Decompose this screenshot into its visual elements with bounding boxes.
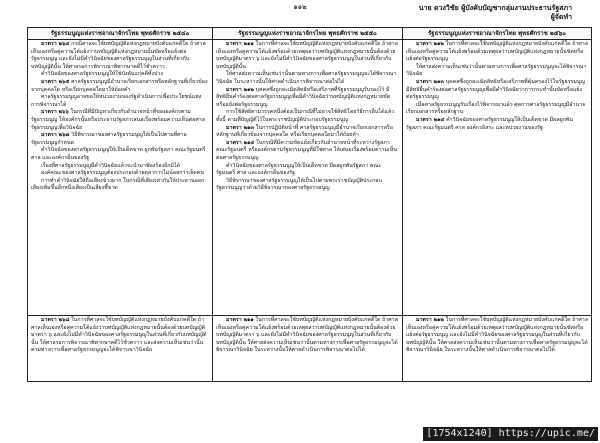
section-number: มาตรา ๒๖๖: [41, 109, 69, 116]
paragraph: [406, 117, 588, 132]
author-block: [419, 4, 572, 22]
section-number: มาตรา ๒๖๘: [41, 317, 70, 323]
section-number: มาตรา ๒๑๓: [416, 78, 445, 85]
paragraph: คำวินิจฉัยของศาลรัฐธรรมนูญให้เป็นเด็ดขาด ผูกพันรัฐสภา คณะรัฐมนตรี ศาล และองค์กรอื่นของรัฐ: [31, 147, 206, 161]
paragraph-text: ศาลรัฐธรรมนูญมีอำนาจเรียกเอกสารหรือหลักฐานที่เกี่ยวข้องจากบุคคลใด หรือเรียกบุคคลใดมาให้ถ้อยคำ: [31, 78, 208, 93]
column-header-2540: รัฐธรรมนูญแห่งราชอาณาจักรไทย พุทธศักราช ๒๕๔๐: [28, 28, 213, 40]
cell-2550-bottom: [213, 316, 403, 382]
paragraph: [31, 317, 209, 355]
paragraph: ศาลรัฐธรรมนูญอาจขอให้หน่วยงานของรัฐดำเนินการเพื่อประโยชน์แห่งการพิจารณาได้: [31, 94, 202, 108]
cell-2560-bottom: [403, 316, 592, 382]
paragraph: องค์คณะของศาลรัฐธรรมนูญต้องประกอบด้วยตุลาการไม่น้อยกว่าเจ็ดคน: [41, 170, 204, 177]
table-header-row: [28, 28, 592, 40]
section-number: มาตรา ๒๑๓: [226, 124, 255, 131]
cell-2540-bottom: [28, 316, 213, 382]
cell-2540: [28, 40, 213, 316]
paragraph: คำวินิจฉัยของศาลรัฐธรรมนูญให้ใช้บังคับแก่คดีทั้งปวง: [41, 71, 163, 78]
paragraph-text: ในการปฏิบัติหน้าที่ ศาลรัฐธรรมนูญมีอำนาจเรียกเอกสารหรือหลักฐานที่เกี่ยวข้องจากบุคคลใด หรือเรียกบุคคลใดมาให้ถ้อยคำ: [216, 124, 393, 139]
table-row: [28, 40, 592, 316]
section-number: มาตรา ๒๑๒: [416, 41, 444, 47]
section-number: มาตรา ๒๑๔: [226, 139, 255, 146]
paragraph: [31, 41, 209, 71]
paragraph: [31, 109, 209, 132]
paragraph: คำวินิจฉัยของศาลรัฐธรรมนูญให้เป็นเด็ดขาด มีผลผูกพันรัฐสภา คณะรัฐมนตรี ศาล และองค์กรอื่นของรัฐ: [216, 162, 382, 177]
section-number: มาตรา ๒๑๒: [416, 317, 444, 323]
paragraph-text: คำวินิจฉัยของศาลรัฐธรรมนูญให้เป็นเด็ดขาด มีผลผูกพันรัฐสภา คณะรัฐมนตรี ศาล องค์กรอิสระ และหน่วยงานของรัฐ: [406, 116, 573, 131]
paragraph: วิธีพิจารณาของศาลรัฐธรรมนูญให้เป็นไปตามพระราชบัญญัติประกอบรัฐธรรมนูญว่าด้วยวิธีพิจารณาของศาลรัฐธรรมนูญ: [216, 177, 382, 192]
column-header-2550: รัฐธรรมนูญแห่งราชอาณาจักรไทย พุทธศักราช ๒๕๕๐: [213, 28, 403, 40]
cell-2560: [403, 40, 592, 316]
cell-2550: [213, 40, 403, 316]
section-number: มาตรา ๒๑๔: [416, 116, 445, 123]
paragraph: ให้ศาลส่งความเห็นเช่นว่านั้นตามทางการเพื่อศาลรัฐธรรมนูญจะได้พิจารณาวินิจฉัย ในระหว่างนั้นให้ศาลดำเนินการพิจารณาต่อไปได้: [216, 71, 397, 85]
paragraph: [216, 317, 399, 355]
paragraph: [216, 41, 399, 71]
table-row: [28, 316, 592, 382]
paragraph-text: บุคคลซึ่งถูกละเมิดสิทธิหรือเสรีภาพที่รัฐธรรมนูญรับรองไว้ มีสิทธิยื่นคำร้องต่อศาลรัฐธรรมนูญเพื่อมีคำวินิจฉัยว่าบทบัญญัติแห่งกฎหมายขัดหรือแย้งต่อรัฐธรรมนูญ: [216, 86, 391, 108]
paragraph-text: ในการที่ศาลจะใช้บทบัญญัติแห่งกฎหมายบังคับแก่คดีใด ถ้าศาลเห็นเองหรือคู่ความโต้แย้งพร้อมด้วยเหตุผลว่าบทบัญญัติแห่งกฎหมายนั้นต้องด้วยบทบัญญัติมาตรา ๖ และยังไม่มีคำวินิจฉัยของศาลรัฐธรรมนูญในส่วนที่เกี่ยวกับบทบัญญัตินั้น ให้ศาลส่งความเห็นเช่นว่านั้นตามทางการเพื่อศาลรัฐธรรมนูญจะได้พิจารณาวินิจฉัย ในระหว่างนั้นให้ศาลดำเนินการพิจารณาต่อไปได้: [216, 317, 398, 354]
paragraph: [406, 317, 588, 355]
paragraph: การใช้สิทธิตามวรรคหนึ่งต้องเป็นกรณีที่ไม่อาจใช้สิทธิโดยวิธีการอื่นได้แล้ว ทั้งนี้ ตามที่บัญญัติไว้ในพระราชบัญญัติประกอบรัฐธรรมนูญ: [216, 109, 395, 123]
section-number: มาตรา ๒๑๑: [226, 317, 254, 323]
paragraph: [216, 87, 399, 110]
paragraph: [31, 132, 209, 147]
paragraph-text: ในการที่ศาลจะใช้บทบัญญัติแห่งกฎหมายบังคับแก่คดีใด ถ้าศาลเห็นเองหรือคู่ความโต้แย้งว่าบทบัญญัติแห่งกฎหมายนั้นต้องด้วยบทบัญญัติมาตรา ๖ และยังไม่มีคำวินิจฉัยของศาลรัฐธรรมนูญในส่วนที่เกี่ยวกับบทบัญญัตินั้น ให้ศาลรอการพิจารณาพิพากษาคดีไว้ชั่วคราว และส่งความเห็นเช่นว่านั้นตามทางการเพื่อศาลรัฐธรรมนูญจะได้พิจารณาวินิจฉัย: [31, 317, 207, 354]
paragraph: [216, 140, 399, 163]
paragraph: การทำคำวินิจฉัยให้ถือเสียงข้างมาก ในกรณีที่เสียงเท่ากันให้ประธานออกเสียงเพิ่มขึ้นอีกหนึ่งเสียงเป็นเสียงชี้ขาด: [31, 177, 205, 192]
section-number: มาตรา ๒๑๒: [226, 86, 254, 93]
author-name: นาย ดวงวิชัย ผู้บังคับบัญชากลุ่มงานประธานรัฐสภา: [418, 4, 572, 12]
paragraph: ให้ศาลส่งความเห็นเช่นว่านั้นตามทางการเพื่อศาลรัฐธรรมนูญจะได้พิจารณาวินิจฉัย: [406, 63, 587, 78]
paragraph-text: ในการที่ศาลจะใช้บทบัญญัติแห่งกฎหมายบังคับแก่คดีใด ถ้าศาลเห็นเองหรือคู่ความโต้แย้งพร้อมด้วยเหตุผลว่าบทบัญญัติแห่งกฎหมายนั้นขัดหรือแย้งต่อรัฐธรรมนูญ และยังไม่มีคำวินิจฉัยของศาลรัฐธรรมนูญในส่วนที่เกี่ยวกับบทบัญญัตินั้น ให้ศาลส่งความเห็นเช่นว่านั้นตามทางการเพื่อศาลรัฐธรรมนูญจะได้พิจารณาวินิจฉัย ในระหว่างนั้นให้ศาลดำเนินการพิจารณาต่อไปได้: [406, 317, 588, 354]
comparison-table: [27, 27, 592, 382]
section-number: มาตรา ๒๖๔: [41, 41, 70, 47]
column-header-2560: รัฐธรรมนูญแห่งราชอาณาจักรไทย พุทธศักราช ๒๕๖๐: [403, 28, 592, 40]
paragraph: [406, 79, 588, 102]
paragraph: เรื่องที่ศาลรัฐธรรมนูญมีคำวินิจฉัยแล้วจะนำมาฟ้องร้องอีกมิได้: [41, 162, 180, 169]
author-role: ผู้จัดทำ: [550, 13, 572, 21]
paragraph: [31, 79, 209, 94]
section-number: มาตรา ๒๑๑: [226, 41, 254, 47]
paragraph-text: ในการที่ศาลจะใช้บทบัญญัติแห่งกฎหมายบังคับแก่คดีใด ถ้าศาลเห็นเองหรือคู่ความโต้แย้งพร้อมด้วยเหตุผลว่าบทบัญญัติแห่งกฎหมายนั้นขัดหรือแย้งต่อรัฐธรรมนูญ: [406, 41, 588, 63]
paragraph-text: กรณีศาลจะใช้บทบัญญัติแห่งกฎหมายบังคับแก่คดีใด ถ้าศาลเห็นเองหรือคู่ความโต้แย้งว่าบทบัญญัติแห่งกฎหมายนั้นขัดหรือแย้งต่อรัฐธรรมนูญ และยังไม่มีคำวินิจฉัยของศาลรัฐธรรมนูญในส่วนที่เกี่ยวกับบทบัญญัตินั้น ให้ศาลรอการพิจารณาพิพากษาคดีไว้ชั่วคราว: [31, 41, 206, 70]
paragraph-text: ในกรณีที่มีความขัดแย้งเกี่ยวกับอำนาจหน้าที่ระหว่างรัฐสภา คณะรัฐมนตรี หรือองค์กรตามรัฐธรรมนูญที่มิใช่ศาล ให้เสนอเรื่องพร้อมความเห็นต่อศาลรัฐธรรมนูญ: [216, 139, 397, 161]
paragraph-text: วิธีพิจารณาของศาลรัฐธรรมนูญให้เป็นไปตามที่ศาลรัฐธรรมนูญกำหนด: [31, 132, 187, 146]
paragraph-text: ในการที่ศาลจะใช้บทบัญญัติแห่งกฎหมายบังคับแก่คดีใด ถ้าศาลเห็นเองหรือคู่ความโต้แย้งพร้อมด้วยเหตุผลว่าบทบัญญัติแห่งกฎหมายนั้นต้องด้วยบทบัญญัติมาตรา ๖ และยังไม่มีคำวินิจฉัยของศาลรัฐธรรมนูญในส่วนที่เกี่ยวกับบทบัญญัตินั้น: [216, 41, 398, 70]
paragraph: [406, 41, 588, 64]
paragraph-text: ในกรณีที่มีปัญหาเกี่ยวกับอำนาจหน้าที่ขององค์กรตามรัฐธรรมนูญ ให้องค์กรนั้นหรือประธานรัฐสภาเสนอเรื่องพร้อมความเห็นต่อศาลรัฐธรรมนูญเพื่อวินิจฉัย: [31, 109, 205, 131]
page-number: ๑๑๒: [293, 3, 307, 11]
paragraph-text: บุคคลซึ่งถูกละเมิดสิทธิหรือเสรีภาพที่คุ้มครองไว้ในรัฐธรรมนูญ มีสิทธิยื่นคำร้องต่อศาลรัฐธรรมนูญเพื่อมีคำวินิจฉัยว่าการกระทำนั้นขัดหรือแย้งต่อรัฐธรรมนูญ: [406, 78, 586, 101]
source-watermark: [1754x1240] https://upic.me/: [423, 427, 598, 441]
paragraph: [216, 125, 399, 140]
paragraph: เมื่อศาลรัฐธรรมนูญรับเรื่องไว้พิจารณาแล้ว ศุลการศาลรัฐธรรมนูญมีอำนาจเรียกเอกสารหรือหลักฐาน: [406, 101, 586, 116]
section-number: มาตรา ๒๖๕: [41, 78, 70, 85]
section-number: มาตรา ๒๖๗: [41, 132, 70, 139]
